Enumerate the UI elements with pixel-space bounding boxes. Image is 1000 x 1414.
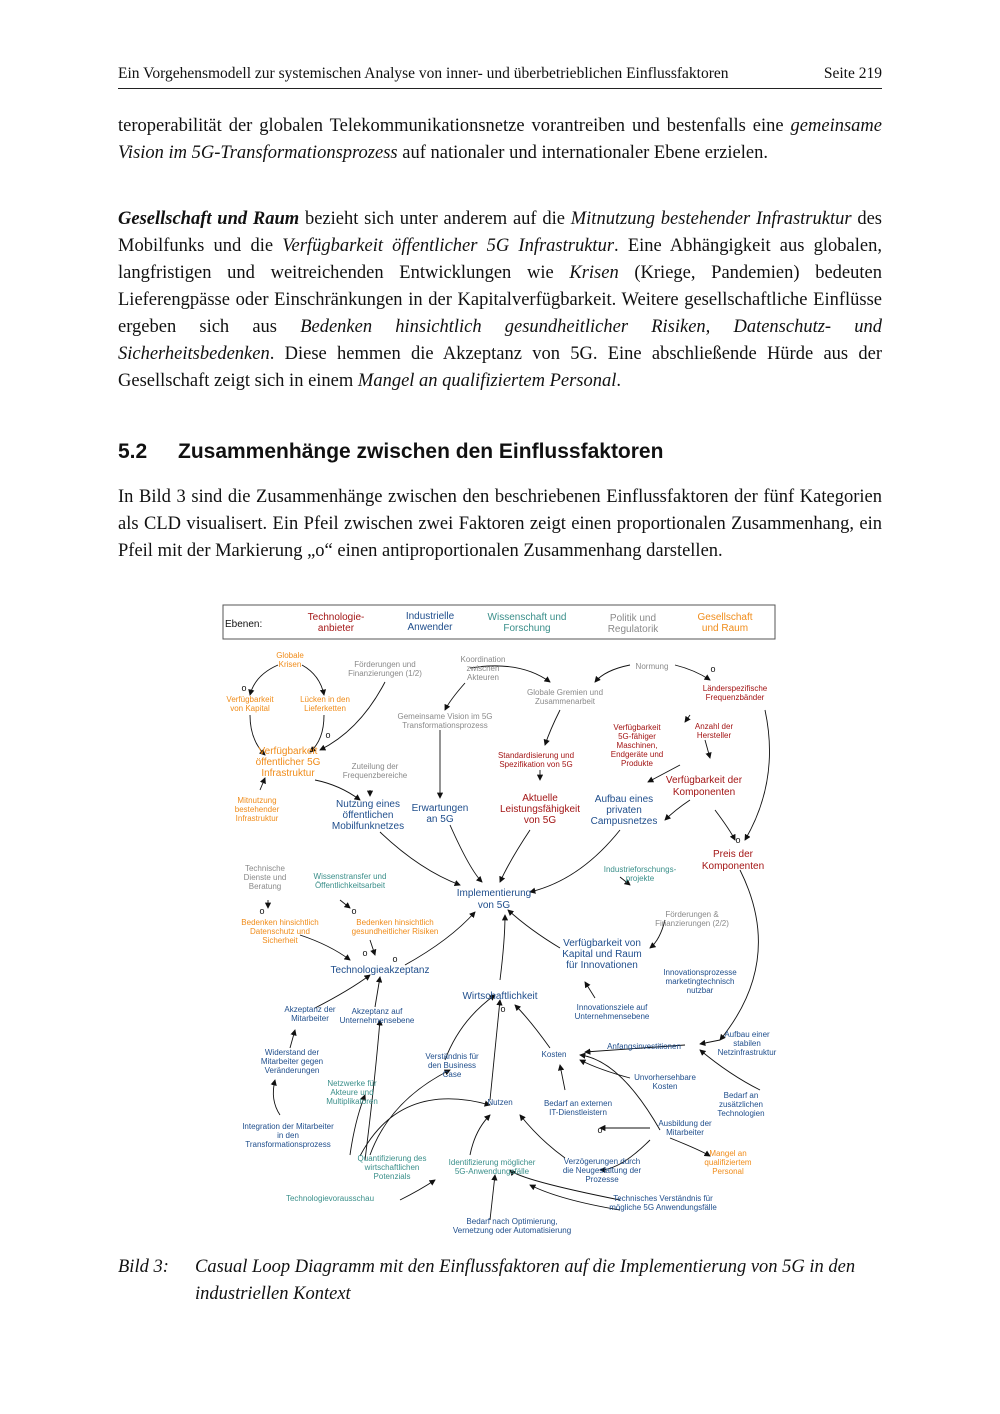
- marker-o: o: [500, 1004, 506, 1014]
- svg-text:mögliche 5G Anwendungsfälle: mögliche 5G Anwendungsfälle: [609, 1203, 717, 1212]
- arrow-bedarf-ident: [490, 1175, 495, 1220]
- legend-gesellschaft-2: und Raum: [701, 623, 749, 634]
- node-mangel-personal: Mangel an: [709, 1149, 747, 1158]
- svg-text:Frequenzbereiche: Frequenzbereiche: [342, 771, 408, 780]
- diagram-svg: [220, 600, 780, 1240]
- svg-text:Finanzierungen (1/2): Finanzierungen (1/2): [348, 669, 422, 678]
- arrow-krisen-luecken: [302, 665, 324, 695]
- svg-text:Mitarbeiter gegen: Mitarbeiter gegen: [260, 1057, 324, 1066]
- node-verf-komponenten: Verfügbarkeit der: [665, 775, 743, 786]
- paragraph-1: teroperabilität der globalen Telekommunikationsnetze vorantreiben und bestenfalls eine gemeinsame Vision im 5G-Transformationsprozess auf nationaler und internationaler Ebene erzielen.: [118, 116, 882, 163]
- node-industrieforschung: Industrieforschungs-: [603, 865, 677, 874]
- marker-o: o: [392, 954, 398, 964]
- svg-text:Veränderungen: Veränderungen: [264, 1066, 320, 1075]
- svg-text:Akteuren: Akteuren: [466, 673, 500, 682]
- svg-text:Transformationsprozess: Transformationsprozess: [245, 1140, 331, 1149]
- marker-o: o: [362, 948, 368, 958]
- marker-o: o: [351, 906, 357, 916]
- arrow-mitnutzung-infra: [260, 778, 265, 790]
- node-implementierung: Implementierung: [456, 888, 532, 899]
- arrow-anzahl-maschinen: [685, 715, 690, 722]
- svg-text:Spezifikation von 5G: Spezifikation von 5G: [499, 760, 573, 769]
- arrow-daten-akzeptanz: [300, 935, 350, 960]
- node-bedenken-gesundheit: Bedenken hinsichtlich: [356, 918, 434, 927]
- legend-politik-2: Regulatorik: [607, 624, 659, 635]
- node-ausbildung: Ausbildung der: [658, 1119, 712, 1128]
- arrow-normung-gremien: [595, 665, 630, 682]
- svg-text:5G-Anwendungsfälle: 5G-Anwendungsfälle: [454, 1167, 530, 1176]
- node-anfangsinvestitionen: Anfangsinvestitionen: [607, 1042, 681, 1051]
- arrow-gremien-standard: [545, 710, 560, 745]
- section-title: Zusammenhänge zwischen den Einflussfaktoren: [178, 440, 664, 463]
- marker-o: o: [259, 906, 265, 916]
- arrow-komp-campus: [665, 800, 690, 820]
- svg-text:von 5G: von 5G: [477, 900, 511, 911]
- svg-text:nutzbar: nutzbar: [686, 986, 714, 995]
- svg-text:Unternehmensebene: Unternehmensebene: [339, 1016, 415, 1025]
- svg-text:Datenschutz und: Datenschutz und: [249, 927, 311, 936]
- svg-text:Endgeräte und: Endgeräte und: [610, 750, 664, 759]
- section-number: 5.2: [118, 440, 148, 463]
- node-bedenken-daten: Bedenken hinsichtlich: [241, 918, 319, 927]
- running-header: [118, 62, 882, 89]
- node-gremien: Globale Gremien und: [526, 688, 604, 697]
- svg-text:Technologien: Technologien: [717, 1109, 765, 1118]
- svg-text:Potenzials: Potenzials: [373, 1172, 411, 1181]
- svg-text:marketingtechnisch: marketingtechnisch: [665, 977, 735, 986]
- svg-text:Finanzierungen (2/2): Finanzierungen (2/2): [655, 919, 729, 928]
- arrow-quant-nutzen: [360, 1099, 490, 1156]
- arrow-integration-widerstand: [273, 1080, 280, 1115]
- causal-loop-diagram: [220, 600, 780, 1240]
- node-globale-krisen: Globale: [276, 651, 304, 660]
- arrow-erw-impl: [450, 825, 482, 882]
- svg-text:Hersteller: Hersteller: [696, 731, 732, 740]
- node-unvorhersehbar: Unvorhersehbare: [634, 1073, 696, 1082]
- node-kosten: Kosten: [541, 1050, 567, 1059]
- arrow-preis-anfang: [720, 870, 758, 1040]
- arrow-kosten-wirtschaft: [515, 1005, 550, 1048]
- svg-text:Krisen: Krisen: [278, 660, 302, 669]
- legend-wissenschaft-2: Forschung: [503, 623, 551, 634]
- arrow-wirtschaft-impl: [500, 915, 505, 980]
- section-heading: [118, 440, 663, 464]
- svg-text:wirtschaftlichen: wirtschaftlichen: [364, 1163, 420, 1172]
- arrow-campus-impl: [530, 830, 620, 892]
- arrow-leist-impl: [500, 830, 530, 882]
- node-bedarf-it: Bedarf an externen: [543, 1099, 613, 1108]
- arrow-normung-laender: [675, 665, 710, 680]
- legend-industrie-1: Industrielle: [405, 611, 455, 622]
- svg-text:Unternehmensebene: Unternehmensebene: [574, 1012, 650, 1021]
- svg-text:Komponenten: Komponenten: [701, 861, 765, 872]
- svg-text:Infrastruktur: Infrastruktur: [261, 768, 315, 779]
- node-anzahl-hersteller: Anzahl der: [694, 722, 734, 731]
- node-identifizierung: Identifizierung möglicher: [448, 1158, 536, 1167]
- arrow-verst-wirtschaft: [445, 995, 495, 1060]
- node-akzeptanz-unternehmen: Akzeptanz auf: [351, 1007, 403, 1016]
- node-luecken: Lücken in den: [300, 695, 350, 704]
- legend-gesellschaft-1: Gesellschaft: [697, 612, 753, 623]
- svg-text:Netzinfrastruktur: Netzinfrastruktur: [717, 1048, 777, 1057]
- node-erwartungen: Erwartungen: [411, 803, 469, 814]
- arrow-anzahl-komp: [705, 740, 710, 758]
- svg-text:5G-fähiger: 5G-fähiger: [618, 732, 656, 741]
- node-technologieakzeptanz: Technologieakzeptanz: [330, 965, 430, 976]
- svg-text:Vernetzung oder Automatisierun: Vernetzung oder Automatisierung: [452, 1226, 572, 1235]
- svg-text:Transformationsprozess: Transformationsprozess: [402, 721, 488, 730]
- svg-text:Case: Case: [442, 1070, 462, 1079]
- marker-o: o: [597, 1125, 603, 1135]
- node-verf-infra: Verfügbarkeit: [258, 746, 318, 757]
- arrow-gesund-akzeptanz: [370, 940, 375, 955]
- caption-text: Casual Loop Diagramm mit den Einflussfaktoren auf die Implementierung von 5G in den industriellen Kontext: [195, 1257, 856, 1304]
- svg-text:IT-Dienstleistern: IT-Dienstleistern: [549, 1108, 607, 1117]
- node-nutzen: Nutzen: [487, 1098, 513, 1107]
- node-bedarf-optimierung: Bedarf nach Optimierung,: [466, 1217, 558, 1226]
- arrow-widerstand-mitarb: [290, 1030, 295, 1048]
- svg-text:Campusnetzes: Campusnetzes: [590, 816, 658, 827]
- node-innovationsprozesse: Innovationsprozesse: [663, 968, 737, 977]
- node-vision: Gemeinsame Vision im 5G: [397, 712, 493, 721]
- running-header-title: Ein Vorgehensmodell zur systemischen Analyse von inner- und überbetrieblichen Einflussfaktoren: [118, 65, 729, 82]
- node-akzeptanz-mitarbeiter: Akzeptanz der: [284, 1005, 336, 1014]
- svg-text:in den: in den: [277, 1131, 299, 1140]
- svg-text:Frequenzbänder: Frequenzbänder: [705, 693, 765, 702]
- svg-text:Akteure und: Akteure und: [330, 1088, 374, 1097]
- node-normung: Normung: [635, 662, 669, 671]
- arrow-innovziele-innov: [585, 982, 595, 998]
- svg-text:Prozesse: Prozesse: [585, 1175, 619, 1184]
- node-bedarf-technologien: Bedarf an: [723, 1091, 759, 1100]
- svg-text:Maschinen,: Maschinen,: [616, 741, 658, 750]
- node-verf-maschinen: Verfügbarkeit: [613, 723, 661, 732]
- arrow-verzoeg-nutzen: [520, 1115, 565, 1158]
- arrow-nutzung-impl: [380, 832, 460, 885]
- node-preis-komponenten: Preis der: [712, 849, 754, 860]
- node-nutzung-mobilfunk: Nutzung eines: [336, 799, 400, 810]
- node-aufbau-netz: Aufbau einer: [724, 1030, 770, 1039]
- svg-text:für Innovationen: für Innovationen: [566, 960, 638, 971]
- node-widerstand: Widerstand der: [264, 1048, 320, 1057]
- arrow-komp-preis: [715, 810, 735, 840]
- svg-text:Mitarbeiter: Mitarbeiter: [291, 1014, 329, 1023]
- arrow-innov-impl: [508, 910, 560, 948]
- svg-text:bestehender: bestehender: [234, 805, 280, 814]
- svg-text:Sicherheit: Sicherheit: [262, 936, 298, 945]
- arrow-mitarb-akzeptanz: [315, 975, 370, 1008]
- node-leistungsfaehigkeit: Aktuelle: [522, 793, 558, 804]
- svg-text:Komponenten: Komponenten: [672, 787, 736, 798]
- legend-technologie-2: anbieter: [317, 623, 355, 634]
- arrow-wissenstransfer-gesund: [340, 900, 350, 908]
- arrow-mangel: [670, 1138, 710, 1156]
- node-zuteilung: Zuteilung der: [351, 762, 399, 771]
- node-innovationsziele: Innovationsziele auf: [576, 1003, 648, 1012]
- svg-text:Zusammenarbeit: Zusammenarbeit: [534, 697, 596, 706]
- svg-text:qualifiziertem: qualifiziertem: [704, 1158, 752, 1167]
- marker-o: o: [735, 835, 741, 845]
- arrow-unvorher-kosten: [580, 1060, 630, 1078]
- node-netzwerke: Netzwerke für: [327, 1079, 377, 1088]
- svg-text:gesundheitlicher Risiken: gesundheitlicher Risiken: [351, 927, 439, 936]
- svg-text:zwischen: zwischen: [466, 664, 500, 673]
- caption-label: Bild 3:: [118, 1257, 169, 1277]
- marker-o: o: [325, 730, 331, 740]
- node-wirtschaftlichkeit: Wirtschaftlichkeit: [462, 991, 538, 1002]
- arrow-koord-vision: [445, 683, 465, 710]
- svg-text:an 5G: an 5G: [426, 814, 454, 825]
- arrow-it-kosten: [560, 1065, 565, 1090]
- svg-text:Leistungsfähigkeit: Leistungsfähigkeit: [499, 804, 581, 815]
- node-verf-kapital: Verfügbarkeit: [226, 695, 274, 704]
- arrow-ident-nutzen: [470, 1115, 490, 1155]
- node-verzoegerungen: Verzögerungen durch: [563, 1157, 641, 1166]
- svg-text:von Kapital: von Kapital: [230, 704, 270, 713]
- svg-text:Kapital und Raum: Kapital und Raum: [562, 949, 642, 960]
- node-techdienste: Technische: [244, 864, 286, 873]
- paragraph-3: In Bild 3 sind die Zusammenhänge zwischen den beschriebenen Einflussfaktoren der fünf Kategorien als CLD visualisert. Ein Pfeil zwischen zwei Faktoren zeigt einen proportionalen Zusammenhang, ein Pfeil mit der Markierung „o“ einen antiproportionalen Zusammenhang darstellen.: [118, 487, 882, 561]
- paragraph-2: Gesellschaft und Raum bezieht sich unter anderem auf die Mitnutzung bestehender Infrastruktur des Mobilfunks und die Verfügbarkeit öffentlicher 5G Infrastruktur. Eine Abhängigkeit aus globalen, langfristigen und weitreichenden Entwicklungen wie Krisen (Kriege, Pandemien) bedeuten Lieferengpässe oder Einschränkungen in der Kapitalverfügbarkeit. Weitere gesellschaftliche Einflüsse ergeben sich aus Bedenken hinsichtlich gesundheitlicher Risiken, Datenschutz- und Sicherheitsbedenken. Diese hemmen die Akzeptanz von 5G. Eine abschließende Hürde aus der Gesellschaft zeigt sich in einem Mangel an qualifiziertem Personal.: [118, 209, 883, 391]
- marker-o: o: [241, 683, 247, 693]
- svg-text:Personal: Personal: [712, 1167, 744, 1176]
- svg-text:den Business: den Business: [427, 1061, 477, 1070]
- arrow-ausb-kosten: [580, 1055, 660, 1130]
- svg-text:öffentlicher 5G: öffentlicher 5G: [255, 757, 321, 768]
- page-number: Seite 219: [823, 65, 882, 82]
- arrow-aufbau-anfang: [700, 1040, 720, 1044]
- arrow-laender-preis: [745, 710, 770, 840]
- svg-text:Öffentlichkeitsarbeit: Öffentlichkeitsarbeit: [314, 881, 386, 890]
- node-campusnetz: Aufbau eines: [594, 794, 654, 805]
- node-foerderungen-2: Förderungen &: [665, 910, 719, 919]
- node-vorausschau: Technologievorausschau: [285, 1194, 375, 1203]
- arrow-krisen-kapital: [250, 665, 278, 695]
- arrow-infra-nutzung: [315, 780, 360, 800]
- node-foerderungen-1: Förderungen und: [354, 660, 416, 669]
- svg-text:öffentlichen: öffentlichen: [342, 810, 394, 821]
- svg-text:Produkte: Produkte: [620, 759, 654, 768]
- arrow-nutzen-wirtschaft: [490, 1000, 500, 1100]
- node-quantifizierung: Quantifizierung des: [357, 1154, 427, 1163]
- legend-wissenschaft-1: Wissenschaft und: [487, 612, 567, 623]
- svg-text:Dienste und: Dienste und: [243, 873, 287, 882]
- svg-text:Beratung: Beratung: [248, 882, 282, 891]
- node-laender: Länderspezifische: [702, 684, 768, 693]
- arrow-vorausschau-quant: [400, 1180, 435, 1200]
- factor-nodes: [226, 651, 776, 1235]
- svg-text:Lieferketten: Lieferketten: [304, 704, 346, 713]
- svg-text:von 5G: von 5G: [523, 815, 557, 826]
- arrow-untern-akzeptanz: [375, 977, 380, 1007]
- node-koordination: Koordination: [460, 655, 506, 664]
- svg-text:Kosten: Kosten: [652, 1082, 678, 1091]
- node-wissenstransfer: Wissenstransfer und: [313, 872, 387, 881]
- svg-text:privaten: privaten: [606, 805, 642, 816]
- svg-text:stabilen: stabilen: [733, 1039, 761, 1048]
- legend-technologie-1: Technologie-: [307, 612, 365, 623]
- node-standardisierung: Standardisierung und: [497, 751, 575, 760]
- node-verstaendnis: Verständnis für: [425, 1052, 479, 1061]
- svg-text:zusätzlichen: zusätzlichen: [718, 1100, 764, 1109]
- arrow-quant-verst: [370, 1070, 450, 1155]
- legend-politik-1: Politik und: [609, 613, 657, 624]
- node-integration: Integration der Mitarbeiter: [242, 1122, 334, 1131]
- legend-industrie-2: Anwender: [407, 622, 453, 633]
- svg-text:Infrastruktur: Infrastruktur: [235, 814, 279, 823]
- marker-o: o: [710, 664, 716, 674]
- node-verf-innovationen: Verfügbarkeit von: [563, 938, 641, 949]
- svg-text:die Neugestaltung der: die Neugestaltung der: [562, 1166, 642, 1175]
- svg-text:Mobilfunknetzes: Mobilfunknetzes: [331, 821, 405, 832]
- svg-text:Multiplikatoren: Multiplikatoren: [326, 1097, 378, 1106]
- svg-text:Mitarbeiter: Mitarbeiter: [666, 1128, 704, 1137]
- svg-text:projekte: projekte: [625, 874, 655, 883]
- node-mitnutzung: Mitnutzung: [237, 796, 277, 805]
- legend-ebenen: Ebenen:: [225, 619, 263, 630]
- node-tech-verstaendnis: Technisches Verständnis für: [613, 1194, 713, 1203]
